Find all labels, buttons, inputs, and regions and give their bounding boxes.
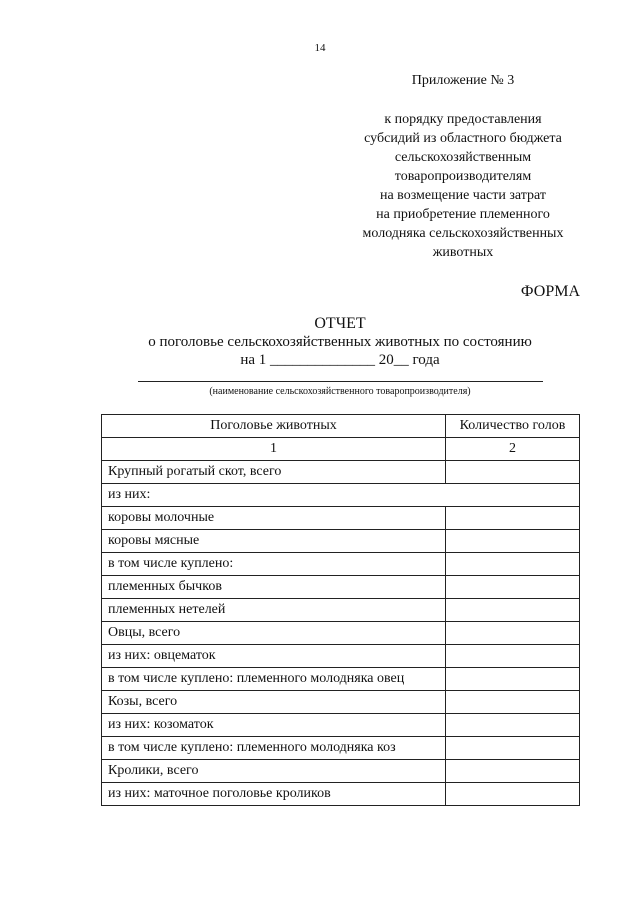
head-count-cell[interactable] xyxy=(446,553,580,576)
form-label: ФОРМА xyxy=(520,283,580,300)
head-count-cell[interactable] xyxy=(446,645,580,668)
table-row xyxy=(102,737,580,760)
livestock-table xyxy=(101,414,580,806)
row-label: из них: козоматок xyxy=(102,714,446,737)
row-label: коровы мясные xyxy=(102,530,446,553)
table-row xyxy=(102,668,580,691)
row-label: Кролики, всего xyxy=(102,760,446,783)
appendix-line: молодняка сельскохозяйственных xyxy=(362,226,564,241)
producer-name-field[interactable] xyxy=(138,381,543,382)
head-count-cell[interactable] xyxy=(446,691,580,714)
row-label: в том числе куплено: племенного молодняка овец xyxy=(102,668,446,691)
table-row xyxy=(102,599,580,622)
row-label: из них: овцематок xyxy=(102,645,446,668)
head-count-cell[interactable] xyxy=(446,714,580,737)
table-row xyxy=(102,553,580,576)
head-count-cell[interactable] xyxy=(446,737,580,760)
appendix-title: Приложение № 3 xyxy=(411,73,515,88)
head-count-cell[interactable] xyxy=(446,461,580,484)
head-count-cell[interactable] xyxy=(446,783,580,806)
row-label: Крупный рогатый скот, всего xyxy=(102,461,446,484)
appendix-line: на приобретение племенного xyxy=(376,207,550,222)
producer-name-caption: (наименование сельскохозяйственного товаропроизводителя) xyxy=(209,386,471,397)
head-count-cell[interactable] xyxy=(446,530,580,553)
table-row xyxy=(102,507,580,530)
row-label: Козы, всего xyxy=(102,691,446,714)
page-number: 14 xyxy=(314,42,326,54)
table-row xyxy=(102,530,580,553)
appendix-line: сельскохозяйственным xyxy=(394,150,532,165)
head-count-cell[interactable] xyxy=(446,507,580,530)
report-title: ОТЧЕТ xyxy=(314,315,366,332)
table-row xyxy=(102,691,580,714)
row-label: коровы молочные xyxy=(102,507,446,530)
table-row xyxy=(102,714,580,737)
table-row xyxy=(102,645,580,668)
appendix-line: животных xyxy=(432,245,494,260)
table-body xyxy=(102,461,580,806)
row-label: Овцы, всего xyxy=(102,622,446,645)
head-count-cell[interactable] xyxy=(446,668,580,691)
table-row xyxy=(102,760,580,783)
row-label: из них: маточное поголовье кроликов xyxy=(102,783,446,806)
table-row xyxy=(102,622,580,645)
header-head-count: Количество голов xyxy=(446,415,580,438)
table-row xyxy=(102,461,580,484)
table-row xyxy=(102,576,580,599)
head-count-cell[interactable] xyxy=(446,599,580,622)
row-label: в том числе куплено: xyxy=(102,553,446,576)
head-count-cell[interactable] xyxy=(446,576,580,599)
report-date-line: на 1 ______________ 20__ года xyxy=(240,352,440,368)
appendix-line: субсидий из областного бюджета xyxy=(364,131,562,146)
table-header-row xyxy=(102,415,580,438)
row-label: в том числе куплено: племенного молодняка коз xyxy=(102,737,446,760)
appendix-description xyxy=(350,110,576,262)
row-label: племенных бычков xyxy=(102,576,446,599)
head-count-cell[interactable] xyxy=(446,622,580,645)
head-count-cell[interactable] xyxy=(446,760,580,783)
column-number: 1 xyxy=(102,438,446,461)
report-subtitle: о поголовье сельскохозяйственных животных по состоянию xyxy=(148,334,532,350)
table-row xyxy=(102,484,580,507)
table-row xyxy=(102,783,580,806)
appendix-line: на возмещение части затрат xyxy=(379,188,547,203)
column-number-row xyxy=(102,438,580,461)
header-livestock: Поголовье животных xyxy=(102,415,446,438)
appendix-line: товаропроизводителям xyxy=(394,169,532,184)
appendix-line: к порядку предоставления xyxy=(384,112,542,127)
row-label: из них: xyxy=(102,484,580,507)
column-number: 2 xyxy=(446,438,580,461)
row-label: племенных нетелей xyxy=(102,599,446,622)
